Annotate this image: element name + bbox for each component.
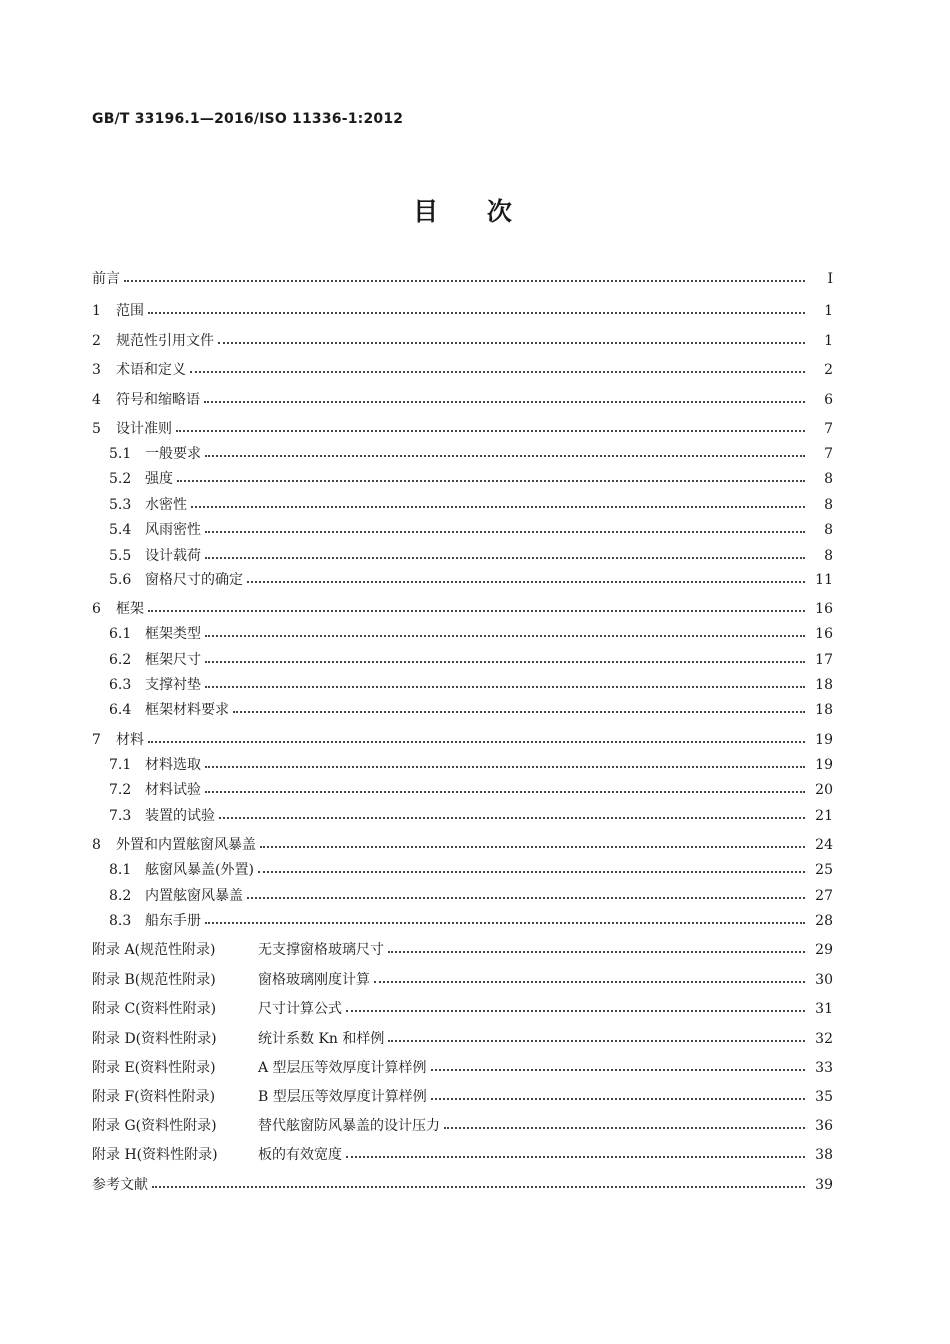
- toc-entry[interactable]: [109, 885, 833, 907]
- toc-entry-label: 符号和缩略语: [116, 392, 200, 408]
- dot-leader: [346, 1156, 805, 1158]
- toc-entry-page: 30: [815, 972, 833, 988]
- toc-entry[interactable]: [92, 389, 833, 411]
- dot-leader: [219, 817, 805, 819]
- toc-entry[interactable]: [109, 910, 833, 932]
- toc-annex-prefix: 附录 B(规范性附录): [92, 972, 216, 988]
- toc-entry-page: 7: [824, 446, 833, 462]
- toc-entry-page: 27: [815, 888, 833, 904]
- toc-entry-page: 33: [815, 1060, 833, 1076]
- toc-entry-number: 5.6: [109, 572, 132, 588]
- toc-entry-page: 24: [815, 837, 833, 853]
- toc-annex-prefix: 附录 D(资料性附录): [92, 1031, 217, 1047]
- dot-leader: [205, 531, 805, 533]
- toc-entry-label: 内置舷窗风暴盖: [145, 888, 243, 904]
- toc-entry-page: 16: [815, 626, 833, 642]
- toc-entry[interactable]: [109, 674, 833, 696]
- toc-entry-number: 5.1: [109, 446, 132, 462]
- dot-leader: [148, 741, 805, 743]
- toc-entry[interactable]: [109, 545, 833, 567]
- toc-entry[interactable]: [92, 1144, 833, 1166]
- toc-annex-prefix: 附录 A(规范性附录): [92, 942, 216, 958]
- toc-entry-page: I: [827, 271, 833, 287]
- dot-leader: [205, 635, 805, 637]
- toc-entry-page: 36: [815, 1118, 833, 1134]
- dot-leader: [247, 897, 805, 899]
- toc-entry-page: 11: [815, 572, 833, 588]
- toc-entry[interactable]: [109, 443, 833, 465]
- toc-entry-number: 5.2: [109, 471, 132, 487]
- toc-annex-prefix: 附录 G(资料性附录): [92, 1118, 217, 1134]
- dot-leader: [388, 1040, 805, 1042]
- toc-entry-number: 7.3: [109, 808, 132, 824]
- toc-entry-page: 29: [815, 942, 833, 958]
- toc-entry-label: 框架类型: [145, 626, 201, 642]
- toc-entry[interactable]: [109, 859, 833, 881]
- toc-entry-page: 16: [815, 601, 833, 617]
- toc-entry-number: 5.4: [109, 522, 132, 538]
- toc-annex-prefix: 附录 C(资料性附录): [92, 1001, 217, 1017]
- toc-entry-label: 规范性引用文件: [116, 333, 214, 349]
- dot-leader: [205, 661, 805, 663]
- toc-entry[interactable]: [109, 519, 833, 541]
- toc-entry-number: 6.2: [109, 652, 132, 668]
- toc-entry[interactable]: [109, 649, 833, 671]
- toc-entry-page: 19: [815, 757, 833, 773]
- dot-leader: [205, 791, 805, 793]
- page-title: 目 次: [413, 197, 512, 226]
- toc-entry-label: 装置的试验: [145, 808, 215, 824]
- toc-entry[interactable]: [92, 418, 833, 440]
- toc-entry-number: 6: [92, 601, 101, 617]
- toc-entry-number: 8.2: [109, 888, 132, 904]
- toc-entry-label: 统计系数 Kn 和样例: [258, 1031, 385, 1047]
- toc-entry-number: 6.3: [109, 677, 132, 693]
- dot-leader: [247, 581, 805, 583]
- toc-entry[interactable]: [109, 494, 833, 516]
- toc-entry-page: 32: [815, 1031, 833, 1047]
- toc-entry-number: 8: [92, 837, 101, 853]
- dot-leader: [431, 1069, 805, 1071]
- toc-entry-page: 39: [815, 1177, 833, 1193]
- toc-entry-label: 窗格尺寸的确定: [145, 572, 243, 588]
- toc-entry-number: 5.5: [109, 548, 132, 564]
- toc-entry-number: 7.2: [109, 782, 132, 798]
- dot-leader: [148, 610, 805, 612]
- toc-entry-page: 1: [824, 333, 833, 349]
- toc-entry-page: 2: [824, 362, 833, 378]
- toc-entry-label: 强度: [145, 471, 173, 487]
- dot-leader: [205, 922, 805, 924]
- toc-entry-label: 窗格玻璃刚度计算: [258, 972, 370, 988]
- dot-leader: [152, 1186, 805, 1188]
- toc-entry-number: 1: [92, 303, 101, 319]
- dot-leader: [258, 871, 805, 873]
- toc-entry-label: 风雨密性: [145, 522, 201, 538]
- toc-entry-page: 20: [815, 782, 833, 798]
- toc-entry-number: 2: [92, 333, 101, 349]
- toc-entry-page: 21: [815, 808, 833, 824]
- toc-entry-number: 8.3: [109, 913, 132, 929]
- toc-entry-page: 7: [824, 421, 833, 437]
- toc-entry-label: B 型层压等效厚度计算样例: [258, 1089, 427, 1105]
- toc-entry-label: 无支撑窗格玻璃尺寸: [258, 942, 384, 958]
- toc-entry-page: 8: [824, 548, 833, 564]
- toc-entry[interactable]: [109, 754, 833, 776]
- dot-leader: [218, 342, 805, 344]
- toc-entry[interactable]: [92, 1057, 833, 1079]
- toc-entry-number: 7: [92, 732, 101, 748]
- toc-entry-number: 8.1: [109, 862, 132, 878]
- dot-leader: [148, 312, 805, 314]
- dot-leader: [177, 480, 805, 482]
- toc-entry-page: 1: [824, 303, 833, 319]
- toc-entry-label: 尺寸计算公式: [258, 1001, 342, 1017]
- toc-entry-number: 5: [92, 421, 101, 437]
- toc-entry[interactable]: [109, 805, 833, 827]
- toc-entry-number: 6.4: [109, 702, 132, 718]
- toc-entry[interactable]: [109, 569, 833, 591]
- dot-leader: [191, 506, 805, 508]
- dot-leader: [431, 1098, 805, 1100]
- toc-entry[interactable]: [92, 729, 833, 751]
- toc-entry-label: 术语和定义: [116, 362, 186, 378]
- toc-entry[interactable]: [92, 1174, 833, 1196]
- toc-entry-page: 25: [815, 862, 833, 878]
- dot-leader: [190, 371, 805, 373]
- dot-leader: [176, 430, 805, 432]
- dot-leader: [204, 401, 805, 403]
- dot-leader: [374, 981, 805, 983]
- toc-entry-label: 设计准则: [116, 421, 172, 437]
- toc-entry[interactable]: [92, 1115, 833, 1137]
- toc-entry-label: 船东手册: [145, 913, 201, 929]
- toc-entry-page: 17: [815, 652, 833, 668]
- toc-entry-label: A 型层压等效厚度计算样例: [258, 1060, 427, 1076]
- toc-entry[interactable]: [109, 779, 833, 801]
- dot-leader: [346, 1010, 805, 1012]
- toc-entry-label: 舷窗风暴盖(外置): [145, 862, 254, 878]
- toc-entry-label: 一般要求: [145, 446, 201, 462]
- toc-entry-label: 前言: [92, 271, 120, 287]
- toc-entry-number: 7.1: [109, 757, 132, 773]
- toc-entry-label: 参考文献: [92, 1177, 148, 1193]
- toc-entry[interactable]: [92, 939, 833, 961]
- toc-entry[interactable]: [92, 359, 833, 381]
- toc-entry-page: 35: [815, 1089, 833, 1105]
- toc-entry-page: 8: [824, 522, 833, 538]
- dot-leader: [124, 280, 805, 282]
- dot-leader: [388, 951, 805, 953]
- toc-entry-page: 19: [815, 732, 833, 748]
- toc-entry-label: 材料试验: [145, 782, 201, 798]
- toc-entry-label: 材料选取: [145, 757, 201, 773]
- dot-leader: [205, 766, 805, 768]
- toc-entry[interactable]: [92, 1028, 833, 1050]
- toc-entry-label: 框架尺寸: [145, 652, 201, 668]
- toc-entry-page: 38: [815, 1147, 833, 1163]
- toc-entry[interactable]: [92, 598, 833, 620]
- toc-entry[interactable]: [92, 300, 833, 322]
- toc-entry-label: 水密性: [145, 497, 187, 513]
- toc-entry[interactable]: [109, 623, 833, 645]
- toc-entry-page: 6: [824, 392, 833, 408]
- toc-entry-label: 外置和内置舷窗风暴盖: [116, 837, 256, 853]
- toc-entry[interactable]: [92, 1086, 833, 1108]
- toc-entry[interactable]: [109, 468, 833, 490]
- toc-annex-prefix: 附录 E(资料性附录): [92, 1060, 216, 1076]
- toc-entry-number: 3: [92, 362, 101, 378]
- toc-entry[interactable]: [92, 969, 833, 991]
- toc-entry-page: 31: [815, 1001, 833, 1017]
- dot-leader: [444, 1127, 805, 1129]
- toc-entry[interactable]: [92, 268, 833, 290]
- toc-entry-label: 设计载荷: [145, 548, 201, 564]
- toc-entry[interactable]: [92, 330, 833, 352]
- dot-leader: [233, 711, 805, 713]
- toc-entry-page: 8: [824, 497, 833, 513]
- dot-leader: [205, 686, 805, 688]
- toc-entry-page: 18: [815, 677, 833, 693]
- dot-leader: [205, 557, 805, 559]
- toc-entry-label: 替代舷窗防风暴盖的设计压力: [258, 1118, 440, 1134]
- toc-entry-page: 28: [815, 913, 833, 929]
- toc-annex-prefix: 附录 F(资料性附录): [92, 1089, 216, 1105]
- dot-leader: [260, 846, 805, 848]
- toc-entry[interactable]: [92, 998, 833, 1020]
- toc-entry[interactable]: [92, 834, 833, 856]
- toc-entry-label: 材料: [116, 732, 144, 748]
- toc-entry-number: 6.1: [109, 626, 132, 642]
- toc-entry-label: 范围: [116, 303, 144, 319]
- toc-entry[interactable]: [109, 699, 833, 721]
- dot-leader: [205, 455, 805, 457]
- toc-entry-label: 板的有效宽度: [258, 1147, 342, 1163]
- toc-entry-number: 5.3: [109, 497, 132, 513]
- toc-entry-page: 18: [815, 702, 833, 718]
- toc-entry-label: 支撑衬垫: [145, 677, 201, 693]
- toc-entry-label: 框架: [116, 601, 144, 617]
- toc-entry-page: 8: [824, 471, 833, 487]
- toc-entry-label: 框架材料要求: [145, 702, 229, 718]
- toc-entry-number: 4: [92, 392, 101, 408]
- toc-annex-prefix: 附录 H(资料性附录): [92, 1147, 218, 1163]
- standard-code: GB/T 33196.1—2016/ISO 11336-1:2012: [92, 111, 404, 127]
